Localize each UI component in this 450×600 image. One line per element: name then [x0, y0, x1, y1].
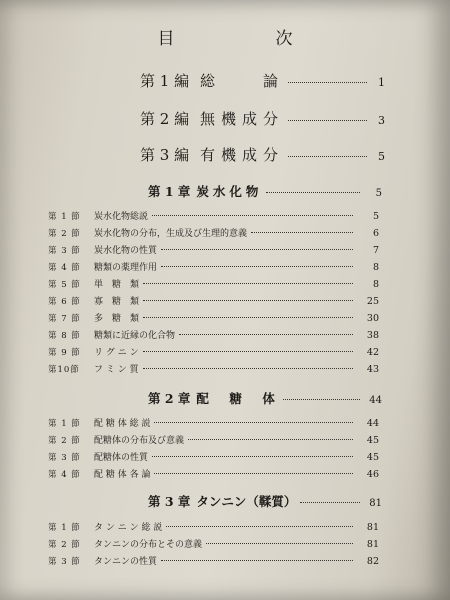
leader-dots — [283, 399, 360, 400]
chapter-label: 第 2 章 — [148, 391, 191, 406]
chapter-name: タンニン（鞣質） — [196, 494, 297, 509]
toc-part-2 — [140, 108, 385, 129]
page-number: 5 — [378, 150, 385, 163]
section-label: 第 9 節 — [48, 348, 81, 358]
part-name: 無機成分 — [200, 110, 285, 128]
page-number: 46 — [366, 469, 379, 480]
chapter-name: 炭水化物 — [196, 184, 263, 199]
section-name: タンニンの性質 — [94, 557, 158, 567]
section-name: タンニンの分布とその意義 — [94, 540, 203, 550]
leader-dots — [251, 232, 353, 233]
leader-dots — [161, 266, 353, 267]
page-number: 1 — [378, 76, 385, 89]
section-label: 第 1 節 — [48, 212, 81, 222]
page-number: 7 — [372, 245, 379, 256]
part-label: 第 2 編 — [140, 110, 190, 128]
section-label: 第 2 節 — [48, 229, 81, 239]
leader-dots — [143, 300, 353, 301]
leader-dots — [154, 422, 353, 423]
page-number: 5 — [375, 188, 382, 199]
page-number: 5 — [372, 211, 379, 222]
page-number: 81 — [369, 498, 382, 509]
leader-dots — [143, 317, 353, 318]
leader-dots — [288, 120, 367, 121]
toc-chapter-1 — [148, 182, 382, 200]
toc-section — [48, 260, 379, 273]
section-name: 配糖体の性質 — [94, 453, 149, 463]
section-label: 第 2 節 — [48, 540, 81, 550]
toc-section — [48, 294, 379, 307]
toc-part-3 — [140, 144, 385, 165]
leader-dots — [161, 249, 353, 250]
page-number: 25 — [366, 296, 379, 307]
toc-chapter-2 — [148, 389, 382, 407]
section-name: 炭水化物の性質 — [94, 246, 158, 256]
page-title: 目 次 — [157, 29, 335, 49]
part-name: 有機成分 — [200, 146, 285, 164]
toc-section — [48, 433, 379, 446]
section-label: 第 7 節 — [48, 314, 81, 324]
page-number: 81 — [366, 539, 379, 550]
section-label: 第 3 節 — [48, 557, 81, 567]
page-number: 8 — [372, 262, 379, 273]
leader-dots — [152, 456, 353, 457]
page-number: 81 — [366, 522, 379, 533]
section-name: 配 糖 体 総 説 — [94, 419, 151, 429]
page-number: 8 — [372, 279, 379, 290]
section-label: 第 4 節 — [48, 470, 81, 480]
toc-section — [48, 311, 379, 324]
toc-section — [48, 520, 379, 533]
leader-dots — [166, 526, 353, 527]
section-label: 第 3 節 — [48, 246, 81, 256]
section-label: 第 5 節 — [48, 280, 81, 290]
toc-section — [48, 554, 379, 567]
section-name: 配 糖 体 各 論 — [94, 470, 151, 480]
section-label: 第 3 節 — [48, 453, 81, 463]
leader-dots — [179, 334, 353, 335]
leader-dots — [143, 283, 353, 284]
leader-dots — [288, 156, 367, 157]
section-label: 第 1 節 — [48, 523, 81, 533]
section-name: 炭水化物の分布，生成及び生理的意義 — [94, 229, 248, 239]
chapter-label: 第 1 章 — [148, 184, 191, 199]
section-name: 配糖体の分布及び意義 — [94, 436, 185, 446]
leader-dots — [288, 82, 367, 83]
part-name: 総 論 — [200, 72, 285, 90]
page-number: 43 — [366, 364, 379, 375]
toc-section — [48, 243, 379, 256]
section-name: 炭水化物総説 — [94, 212, 149, 222]
section-label: 第 8 節 — [48, 331, 81, 341]
page-number: 82 — [366, 556, 379, 567]
toc-section — [48, 450, 379, 463]
leader-dots — [161, 560, 353, 561]
leader-dots — [188, 439, 353, 440]
toc-section — [48, 277, 379, 290]
page-number: 38 — [366, 330, 379, 341]
page-number: 45 — [366, 435, 379, 446]
section-label: 第 6 節 — [48, 297, 81, 307]
section-label: 第 2 節 — [48, 436, 81, 446]
section-name: タ ン ニ ン 総 説 — [94, 523, 163, 533]
page-number: 45 — [366, 452, 379, 463]
leader-dots — [143, 351, 353, 352]
page-number: 44 — [366, 418, 379, 429]
part-label: 第 1 編 — [140, 72, 190, 90]
section-label: 第 4 節 — [48, 263, 81, 273]
page-number: 44 — [369, 395, 382, 406]
section-label: 第 1 節 — [48, 419, 81, 429]
toc-section — [48, 537, 379, 550]
page-number: 3 — [378, 114, 385, 127]
leader-dots — [300, 502, 360, 503]
leader-dots — [143, 368, 353, 369]
toc-section — [48, 328, 379, 341]
toc-part-1 — [140, 70, 385, 91]
page-number: 30 — [366, 313, 379, 324]
section-name: 多 糖 類 — [94, 314, 140, 324]
leader-dots — [206, 543, 353, 544]
section-name: 寡 糖 類 — [94, 297, 140, 307]
part-label: 第 3 編 — [140, 146, 190, 164]
toc-chapter-3 — [148, 492, 382, 510]
toc-section — [48, 467, 379, 480]
section-name: 糖類に近縁の化合物 — [94, 331, 176, 341]
section-label: 第10節 — [48, 365, 80, 375]
toc-section — [48, 416, 379, 429]
toc-section — [48, 209, 379, 222]
section-name: 糖類の薬理作用 — [94, 263, 158, 273]
page-number: 42 — [366, 347, 379, 358]
section-name: フ ミ ン 質 — [94, 365, 139, 375]
leader-dots — [154, 473, 353, 474]
toc-section — [48, 345, 379, 358]
leader-dots — [266, 192, 360, 193]
chapter-label: 第 3 章 — [148, 494, 191, 509]
toc-section — [48, 362, 379, 375]
leader-dots — [152, 215, 353, 216]
page-number: 6 — [372, 228, 379, 239]
section-name: 単 糖 類 — [94, 280, 140, 290]
chapter-name: 配 糖 体 — [196, 391, 279, 406]
toc-section — [48, 226, 379, 239]
section-name: リ グ ニ ン — [94, 348, 139, 358]
